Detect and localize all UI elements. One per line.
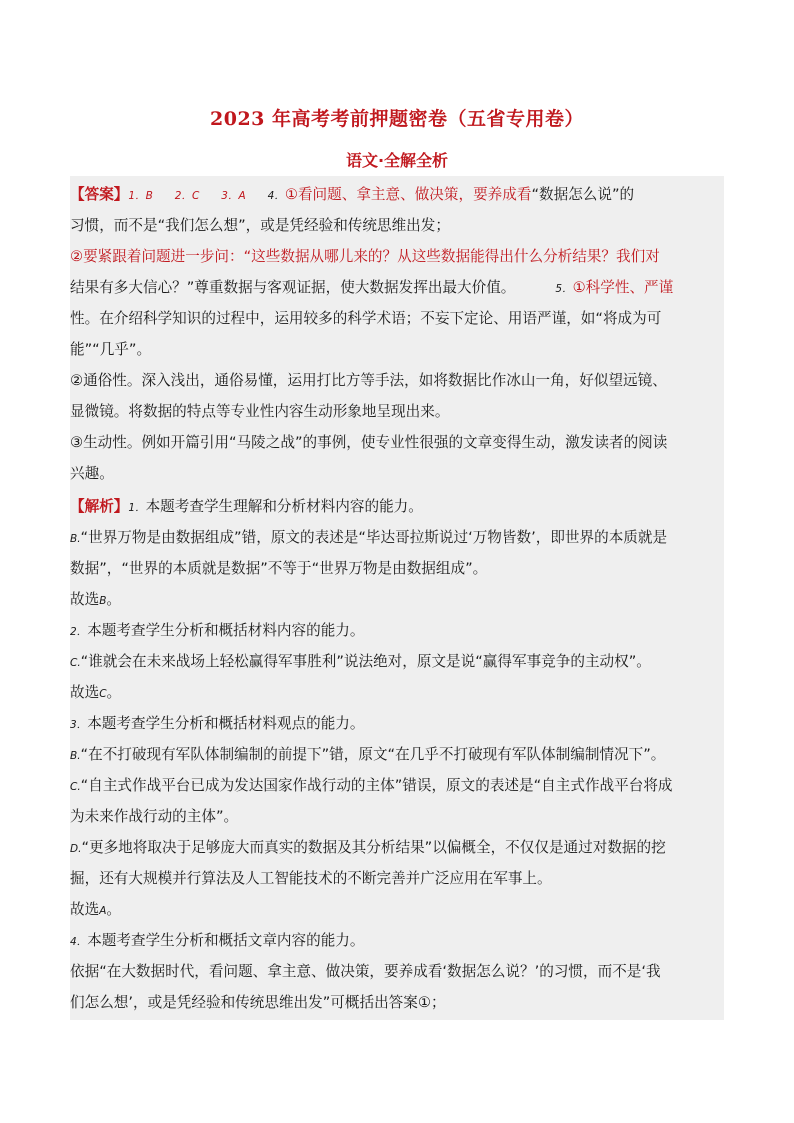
analysis-text: “更多地将取决于足够庞大而真实的数据及其分析结果”以偏概全，不仅仅是通过对数据的挖 (81, 839, 666, 856)
analysis-line-16: 依据“在大数据时代，看问题、拿主意、做决策，要养成看‘数据怎么说？’的习惯，而不是‘我 (70, 963, 661, 980)
answer-tag: 【答案】 (70, 186, 129, 203)
choice-suffix: 。 (106, 684, 122, 701)
analysis-line-14 (70, 897, 724, 923)
choice-letter: B (99, 595, 107, 607)
answer-q5-number: 5． (555, 283, 573, 295)
analysis-line-6 (70, 649, 724, 675)
answer-line-1 (70, 182, 724, 208)
answer-q4-number: 4． (267, 190, 285, 202)
answer-line-4 (70, 275, 724, 301)
analysis-line-12 (70, 835, 724, 861)
analysis-q2-text: 本题考查学生分析和概括材料内容的能力。 (87, 622, 365, 639)
analysis-line-5 (70, 618, 724, 644)
analysis-q1-number: 1． (128, 502, 146, 514)
analysis-line-9 (70, 742, 724, 768)
answer-line-7: ②通俗性。深入浅出，通俗易懂，运用打比方等手法，如将数据比作冰山一角，好似望远镜、 (70, 372, 667, 389)
analysis-line-11: 为未来作战行动的主体”。 (70, 808, 239, 825)
choice-prefix: 故选 (70, 591, 100, 608)
option-letter: B. (70, 533, 81, 545)
analysis-text: “谁就会在未来战场上轻松赢得军事胜利”说法绝对，原文是说“赢得军事竞争的主动权”。 (80, 653, 651, 670)
analysis-line-3: 数据”，“世界的本质就是数据”不等于“世界万物是由数据组成”。 (70, 560, 488, 577)
answer-line-8: 显微镜。将数据的特点等专业性内容生动形象地呈现出来。 (70, 403, 450, 420)
answer-q4-text-cont: “数据怎么说”的 (531, 186, 635, 203)
answer-line-10: 兴趣。 (70, 465, 114, 482)
answer-q2: 2．C (174, 190, 200, 202)
answer-line-3: ②要紧跟着问题进一步问：“这些数据从哪儿来的？从这些数据能得出什么分析结果？我们对 (70, 248, 660, 265)
analysis-line-4 (70, 587, 724, 613)
answer-line-4-text: 结果有多大信心？”尊重数据与客观证据，使大数据发挥出最大价值。 (70, 279, 516, 296)
analysis-text: “在不打破现有军队体制编制的前提下”错，原文“在几乎不打破现有军队体制编制情况下”。 (80, 746, 666, 763)
analysis-line-15 (70, 928, 724, 954)
answer-q1: 1．B (128, 190, 153, 202)
choice-prefix: 故选 (70, 684, 100, 701)
choice-suffix: 。 (106, 591, 122, 608)
analysis-line-2 (70, 525, 724, 551)
choice-suffix: 。 (106, 901, 121, 918)
page-subtitle: 语文·全解全析 (345, 151, 449, 170)
answer-line-6: 能”“几乎”。 (70, 341, 152, 358)
choice-prefix: 故选 (70, 901, 100, 918)
answer-line-5: 性。在介绍科学知识的过程中，运用较多的科学术语；不妄下定论、用语严谨，如“将成为可 (70, 310, 662, 327)
analysis-text: “自主式作战平台已成为发达国家作战行动的主体”错误，原文的表述是“自主式作战平台将成 (80, 777, 673, 794)
answer-q3: 3．A (221, 190, 246, 202)
page-title: 2023 年高考考前押题密卷（五省专用卷） (210, 108, 584, 130)
analysis-line-10 (70, 773, 724, 799)
choice-letter: A (99, 905, 107, 917)
option-letter: B. (70, 750, 81, 762)
analysis-q2-number: 2． (70, 626, 88, 638)
analysis-line-17: 们怎么想’，或是凭经验和传统思维出发”可概括出答案①； (70, 994, 446, 1011)
analysis-line-8 (70, 711, 724, 737)
answer-line-9: ③生动性。例如开篇引用“马陵之战”的事例，使专业性很强的文章变得生动，激发读者的阅读 (70, 434, 668, 451)
analysis-text: “世界万物是由数据组成”错，原文的表述是“毕达哥拉斯说过‘万物皆数’，即世界的本质就是 (80, 529, 668, 546)
option-letter: C. (70, 657, 81, 669)
option-letter: D. (70, 843, 82, 855)
answer-q5-text: ①科学性、严谨 (572, 279, 674, 296)
analysis-line-7 (70, 680, 724, 706)
analysis-tag: 【解析】 (70, 498, 129, 515)
option-letter: C. (70, 781, 81, 793)
document-body (70, 176, 724, 1020)
analysis-line-1 (70, 494, 724, 520)
answer-q4-text: ①看问题、拿主意、做决策，要养成看 (284, 186, 532, 203)
choice-letter: C (99, 688, 107, 700)
answer-line-2: 习惯，而不是“我们怎么想”，或是凭经验和传统思维出发； (70, 217, 450, 234)
analysis-q4-number: 4． (70, 936, 88, 948)
analysis-q4-text: 本题考查学生分析和概括文章内容的能力。 (87, 932, 365, 949)
analysis-line-13: 掘，还有大规模并行算法及人工智能技术的不断完善并广泛应用在军事上。 (70, 870, 552, 887)
analysis-q3-text: 本题考查学生分析和概括材料观点的能力。 (87, 715, 365, 732)
analysis-q3-number: 3． (70, 719, 88, 731)
analysis-q1-text: 本题考查学生理解和分析材料内容的能力。 (145, 498, 423, 515)
